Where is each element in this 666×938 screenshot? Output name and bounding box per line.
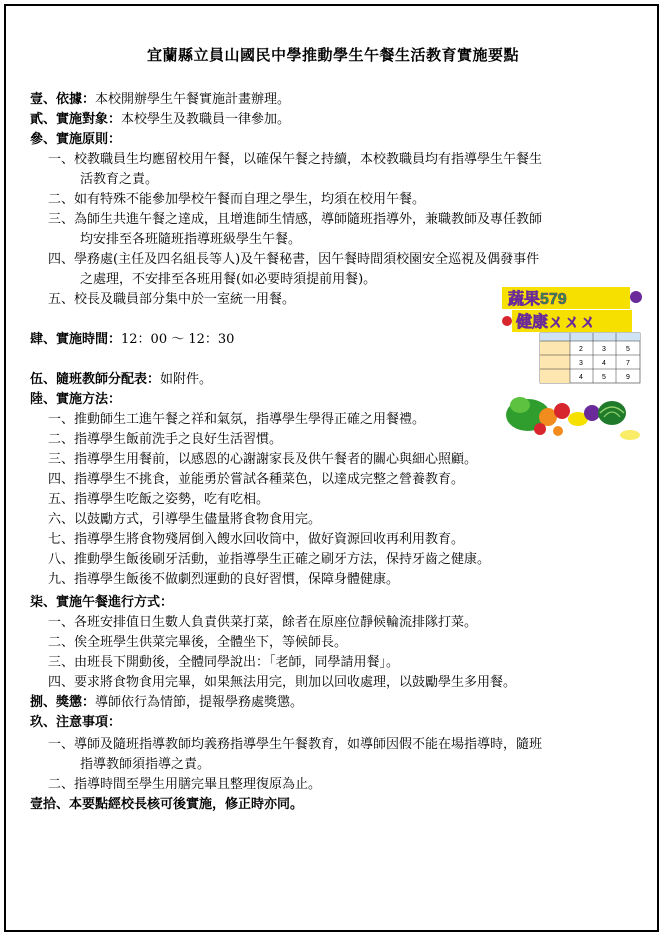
list-item: 四、學務處(主任及四名組長等人)及午餐秘書，因午餐時間須校園安全巡視及偶發事件 xyxy=(48,252,540,267)
list-item: 二、如有特殊不能參加學校午餐而自理之學生，均須在校用午餐。 xyxy=(48,192,426,207)
section-notes-heading: 玖、注意事項： xyxy=(30,715,122,730)
list-item-cont: 活教育之責。 xyxy=(80,172,159,187)
list-item: 七、指導學生將食物殘屑倒入餿水回收筒中，做好資源回收再利用教育。 xyxy=(48,532,465,547)
table-cell: 2 xyxy=(579,346,583,353)
list-item: 八、推動學生飯後刷牙活動，並指導學生正確之刷牙方法，保持牙齒之健康。 xyxy=(48,552,491,567)
list-item: 二、俟全班學生供菜完畢後，全體坐下，等候師長。 xyxy=(48,635,348,650)
headline1: 蔬果579 xyxy=(508,291,567,308)
section-rewards: 捌、獎懲：導師依行為情節，提報學務處獎懲。 xyxy=(30,695,304,710)
section-teacher-assignment: 伍、隨班教師分配表：如附件。 xyxy=(30,372,213,387)
list-item: 四、指導學生不挑食，並能勇於嘗試各種菜色，以達成完整之營養教育。 xyxy=(48,472,465,487)
servings-table xyxy=(540,333,640,383)
list-item: 四、要求將食物食用完畢，如果無法用完，則加以回收處理，以鼓勵學生多用餐。 xyxy=(48,675,517,690)
section-basis: 壹、依據：本校開辦學生午餐實施計畫辦理。 xyxy=(30,92,291,107)
strawberry-icon xyxy=(502,316,512,326)
table-cell: 3 xyxy=(602,346,606,353)
fruit-vegetable-illustration xyxy=(506,397,640,440)
table-cell: 3 xyxy=(579,360,583,367)
table-cell: 7 xyxy=(626,360,630,367)
list-item: 一、導師及隨班指導教師均義務指導學生午餐教育，如導師因假不能在場指導時，隨班 xyxy=(48,737,543,752)
list-item: 五、指導學生吃飯之姿勢，吃有吃相。 xyxy=(48,492,270,507)
list-item: 一、各班安排值日生數人負責供菜打菜，餘者在原座位靜候輪流排隊打菜。 xyxy=(48,615,478,630)
table-cell: 5 xyxy=(602,374,606,381)
section-principles-heading: 參、實施原則： xyxy=(30,132,122,147)
list-item-cont: 之處理，不安排至各班用餐(如必要時須提前用餐)。 xyxy=(80,272,377,287)
list-item: 二、指導學生飯前洗手之良好生活習慣。 xyxy=(48,432,283,447)
page-title: 宜蘭縣立員山國民中學推動學生午餐生活教育實施要點 xyxy=(146,46,519,64)
list-item: 二、指導時間至學生用膳完畢且整理復原為止。 xyxy=(48,777,322,792)
table-cell: 9 xyxy=(626,374,630,381)
list-item: 三、指導學生用餐前，以感恩的心謝謝家長及供午餐者的關心與細心照顧。 xyxy=(48,452,478,467)
list-item: 五、校長及職員部分集中於一室統一用餐。 xyxy=(48,292,296,307)
section-procedure-heading: 柒、實施午餐進行方式： xyxy=(30,595,174,610)
section-final: 壹拾、本要點經校長核可後實施，修正時亦同。 xyxy=(30,797,304,812)
list-item: 三、由班長下開動後，全體同學說出：「老師，同學請用餐」。 xyxy=(48,655,400,670)
list-item-cont: 指導教師須指導之責。 xyxy=(80,757,211,772)
section-methods-heading: 陸、實施方法： xyxy=(30,392,122,407)
section-target: 貳、實施對象：本校學生及教職員一律參加。 xyxy=(30,112,291,127)
list-item: 一、推動師生工進午餐之祥和氣氛，指導學生學得正確之用餐禮。 xyxy=(48,412,426,427)
table-cell: 5 xyxy=(626,346,630,353)
table-cell: 4 xyxy=(602,360,606,367)
grape-icon xyxy=(630,291,642,303)
list-item: 三、為師生共進午餐之達成，且增進師生情感，導師隨班指導外，兼職教師及專任教師 xyxy=(48,212,543,227)
table-cell: 4 xyxy=(579,374,583,381)
nutrition-poster xyxy=(500,287,645,445)
list-item-cont: 均安排至各班隨班指導班級學生午餐。 xyxy=(80,232,302,247)
list-item: 九、指導學生飯後不做劇烈運動的良好習慣，保障身體健康。 xyxy=(48,572,400,587)
headline2: 健康ㄨㄨㄨ xyxy=(516,314,597,331)
list-item: 一、校教職員生均應留校用午餐，以確保午餐之持續，本校教職員均有指導學生午餐生 xyxy=(48,152,543,167)
list-item: 六、以鼓勵方式，引導學生儘量將食物食用完。 xyxy=(48,512,322,527)
section-time: 肆、實施時間：12：00 ～ 12：30 xyxy=(30,332,235,347)
